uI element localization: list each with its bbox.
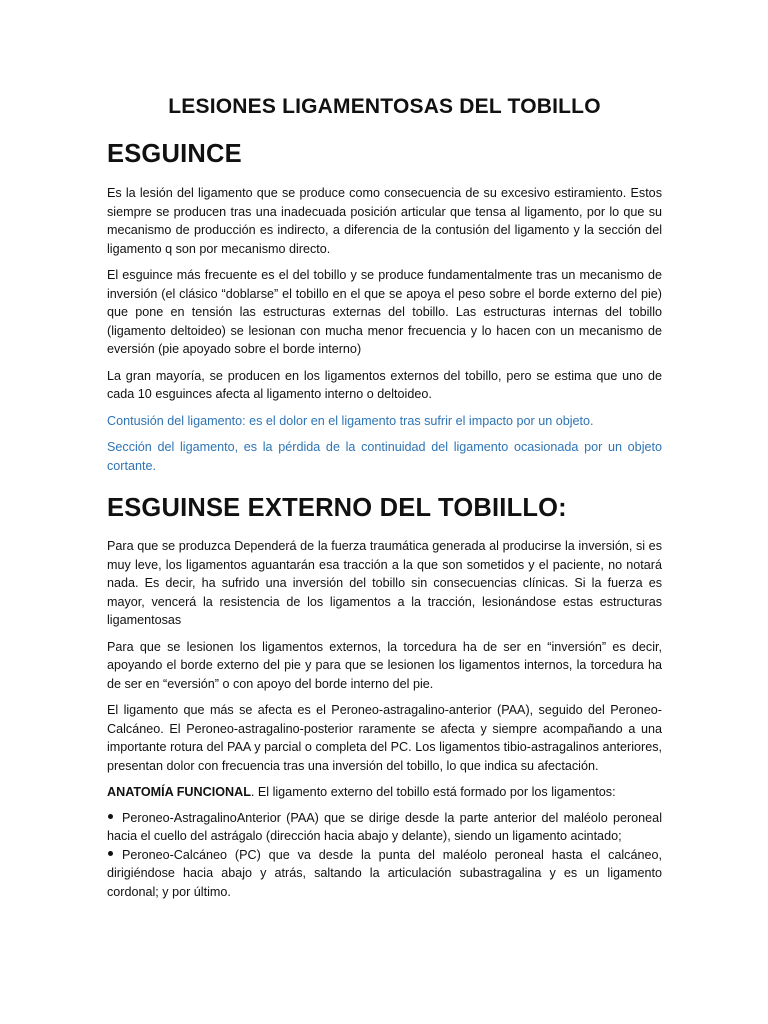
paragraph: La gran mayoría, se producen en los ligamentos externos del tobillo, pero se estima que uno de cada 10 esguinces afecta al ligamento interno o deltoideo.: [107, 368, 662, 401]
paragraph: El ligamento que más se afecta es el Peroneo-astragalino-anterior (PAA), seguido del Peroneo-Calcáneo. El Peroneo-astragalino-posterior raramente se afecta y siempre acompañando a una importante rotura del PAA y parcial o completa del PC. Los ligamentos tibio-astragalinos anteriores, presentan dolor con frecuencia tras una inversión del tobillo, lo que indica su afectación.: [107, 703, 662, 773]
document-title: LESIONES LIGAMENTOSAS DEL TOBILLO: [168, 95, 601, 118]
paragraph: El esguince más frecuente es el del tobillo y se produce fundamentalmente tras un mecanismo de inversión (el clásico “doblarse” el tobillo en el que se apoya el peso sobre el borde externo del pie) que pone en tensión las estructuras externas del tobillo. Las estructuras internas del tobillo (ligamento deltoideo) se lesionan con mucha menor frecuencia y lo hacen con un mecanismo de eversión (pie apoyado sobre el borde interno): [107, 268, 662, 356]
bullet-icon: [108, 851, 113, 856]
anatomy-paragraph: [107, 783, 662, 802]
list-item: [107, 846, 662, 902]
blue-paragraph-seccion: Sección del ligamento, es la pérdida de la continuidad del ligamento ocasionada por un objeto cortante.: [107, 440, 662, 473]
blue-paragraph-contusion: Contusión del ligamento: es el dolor en el ligamento tras sufrir el impacto por un objeto.: [107, 413, 594, 428]
list-item-text: Peroneo-AstragalinoAnterior (PAA) que se dirige desde la parte anterior del maléolo peroneal hacia el cuello del astrágalo (dirección hacia abajo y delante), siendo un ligamento acintado;: [107, 810, 662, 843]
section-heading-esguince-externo: ESGUINSE EXTERNO DEL TOBIILLO:: [107, 494, 567, 522]
paragraph: Es la lesión del ligamento que se produce como consecuencia de su excesivo estiramiento. Estos siempre se producen tras una inadecuada posición articular que tensa al ligamento, por lo que su mecanismo de producción es indirecto, a diferencia de la contusión del ligamento y la sección del ligamento q son por mecanismo directo.: [107, 186, 662, 256]
anatomy-lead: ANATOMÍA FUNCIONAL: [107, 785, 251, 799]
paragraph: Para que se lesionen los ligamentos externos, la torcedura ha de ser en “inversión” es decir, apoyando el borde externo del pie y para que se lesionen los ligamentos internos, la torcedura ha de ser en “eversión” o con apoyo del borde interno del pie.: [107, 639, 662, 691]
paragraph: Para que se produzca Dependerá de la fuerza traumática generada al producirse la inversión, si es muy leve, los ligamentos aguantarán esa tracción a la que son sometidos y el paciente, no notará nada. Es decir, ha sufrido una inversión del tobillo sin consecuencias clínicas. Si la fuerza es mayor, vencerá la resistencia de los ligamentos a la tracción, lesionándose estas estructuras ligamentosas: [107, 539, 662, 627]
ligament-list: [107, 809, 662, 902]
anatomy-rest: . El ligamento externo del tobillo está formado por los ligamentos:: [250, 785, 616, 799]
bullet-icon: [108, 814, 113, 819]
list-item: [107, 809, 662, 846]
list-item-text: Peroneo-Calcáneo (PC) que va desde la punta del maléolo peroneal hasta el calcáneo, dirigiéndose hacia abajo y atrás, saltando la articulación subastragalina y es un ligamento cordonal; y por último.: [107, 847, 662, 899]
section-heading-esguince: ESGUINCE: [107, 140, 242, 168]
